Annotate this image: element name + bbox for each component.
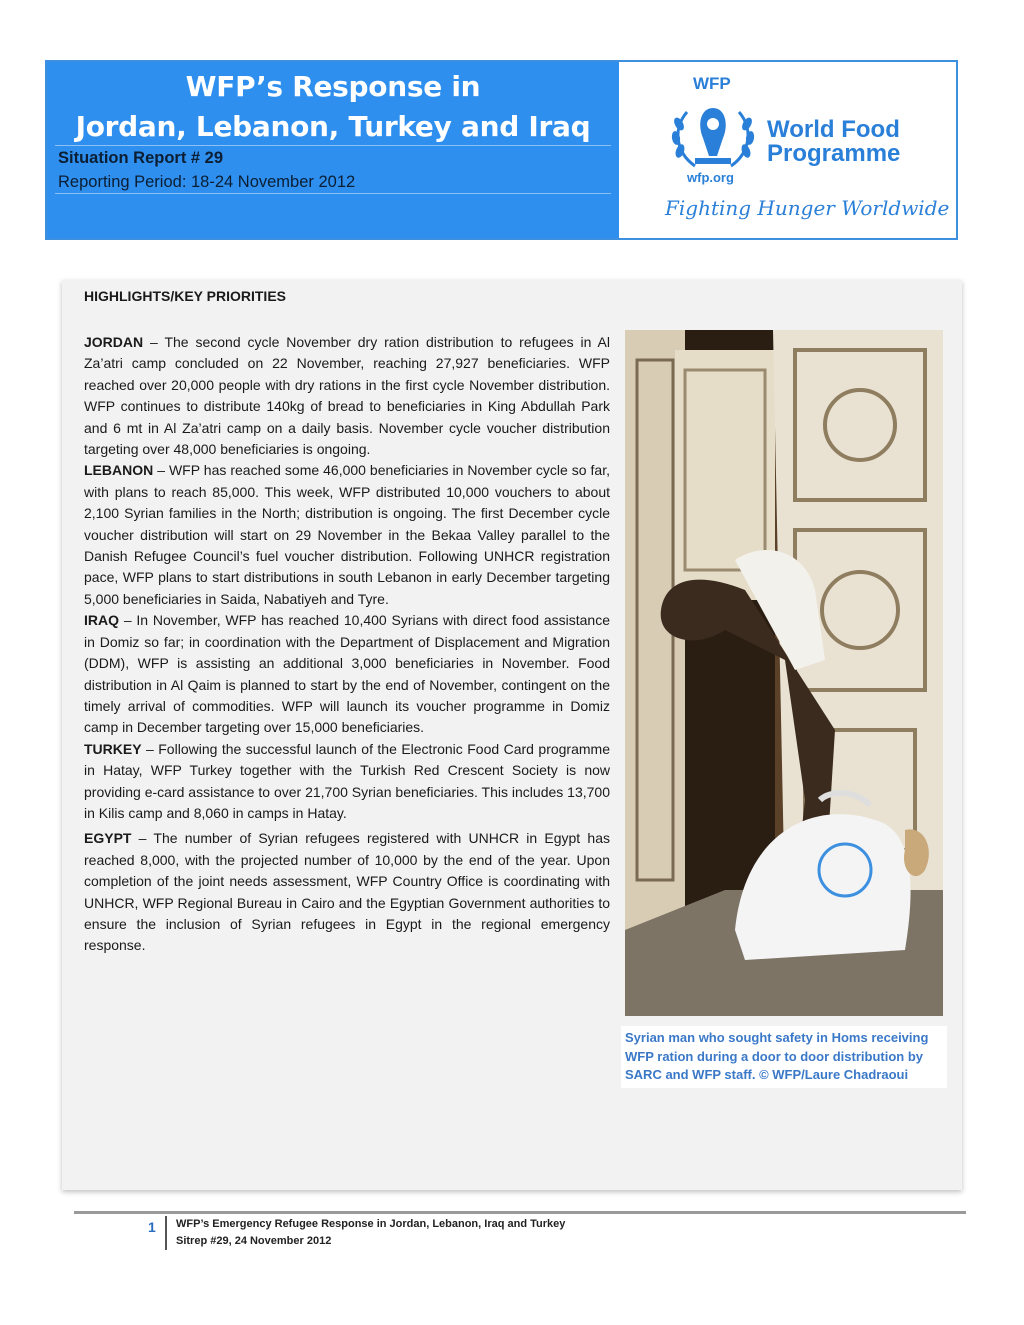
iraq-paragraph: [84, 610, 610, 738]
situation-report-number: Situation Report # 29: [58, 149, 224, 167]
highlights-body: [84, 332, 610, 957]
turkey-paragraph: [84, 739, 610, 825]
paragraph-text: – Following the successful launch of the Electronic Food Card programme in Hatay, WFP Turkey together with the Turkish Red Crescent Society is now providing e-card assistance to over 21,700 Syrian beneficiaries. This includes 13,700 in Kilis camp and 8,060 in camps in Hatay.: [84, 740, 610, 821]
reporting-period: Reporting Period: 18-24 November 2012: [58, 173, 356, 191]
paragraph-text: – WFP has reached some 46,000 beneficiaries in November cycle so far, with plans to reach 85,000. This week, WFP distributed 10,000 vouchers to about 2,100 Syrian families in the North; distribution is ongoing. The first December cycle voucher distribution will start on 29 November in the Bekaa Valley parallel to the Danish Refugee Council’s fuel voucher distribution. Following UNHCR registration pace, WFP plans to start distributions in south Lebanon in early December targeting 5,000 beneficiaries in Saida, Nabatiyeh and Tyre.: [84, 462, 610, 607]
logo-tagline: Fighting Hunger Worldwide: [665, 196, 950, 220]
logo-url: wfp.org: [687, 170, 734, 185]
photo-caption: Syrian man who sought safety in Homs receiving WFP ration during a door to door distribution by SARC and WFP staff. © WFP/Laure Chadraoui: [621, 1026, 947, 1088]
logo-acronym: WFP: [693, 74, 731, 93]
paragraph-lead: JORDAN: [84, 334, 144, 350]
period-divider: [55, 193, 611, 194]
logo-name-line1: World Food: [767, 116, 900, 143]
paragraph-lead: TURKEY: [84, 740, 142, 757]
jordan-paragraph: [84, 332, 610, 460]
paragraph-text: – In November, WFP has reached 10,400 Syrians with direct food assistance in Domiz so far; in coordination with the Department of Displacement and Migration (DDM), WFP is assisting an additional 3,000 beneficiaries in November. Food distribution in Al Qaim is planned to start by the end of November, contingent on the timely arrival of commodities. WFP will launch its voucher programme in Domiz camp in December targeting over 15,000 beneficiaries.: [84, 612, 610, 736]
paragraph-lead: IRAQ: [84, 612, 119, 629]
paragraph-lead: LEBANON: [84, 462, 154, 479]
footer-line1: WFP’s Emergency Refugee Response in Jordan, Lebanon, Iraq and Turkey: [176, 1218, 566, 1230]
page-number: 1: [148, 1219, 156, 1235]
footer-divider: [74, 1211, 966, 1214]
report-title-line2: Jordan, Lebanon, Turkey and Iraq: [75, 110, 591, 143]
highlights-title: HIGHLIGHTS/KEY PRIORITIES: [84, 288, 286, 304]
report-header: [45, 60, 958, 240]
footer-line2: Sitrep #29, 24 November 2012: [176, 1235, 332, 1247]
footer-separator: [165, 1216, 167, 1250]
footer-text: [176, 1216, 565, 1250]
highlights-panel: [62, 280, 962, 1190]
logo-name: [767, 118, 900, 166]
wfp-logo: [621, 62, 956, 238]
title-divider: [55, 145, 611, 146]
logo-name-line2: Programme: [767, 140, 901, 167]
wfp-emblem-icon: [665, 94, 761, 176]
lebanon-paragraph: [84, 460, 610, 610]
paragraph-text: – The number of Syrian refugees registered with UNHCR in Egypt has reached 8,000, with the projected number of 10,000 by the end of the year. Upon completion of the joint needs assessment, WFP Country Office is coordinating with UNHCR, WFP Regional Bureau in Cairo and the Egyptian Government authorities to ensure the inclusion of Syrian refugees in Egypt in the regional emergency response.: [84, 830, 610, 954]
paragraph-text: – The second cycle November dry ration distribution to refugees in Al Za’atri camp concluded on 22 November, reaching 27,927 beneficiaries. WFP reached over 20,000 people with dry rations in the first cycle November distribution. WFP continues to distribute 140kg of bread to beneficiaries in King Abdullah Park and 6 mt in Al Za’atri camp on a daily basis. November cycle voucher distribution targeting over 48,000 beneficiaries is ongoing.: [84, 334, 610, 458]
paragraph-lead: EGYPT: [84, 830, 132, 847]
report-title-line1: WFP’s Response in: [185, 70, 481, 103]
egypt-paragraph: [84, 828, 610, 956]
title-banner: [47, 62, 619, 238]
distribution-photo: [625, 330, 943, 1016]
